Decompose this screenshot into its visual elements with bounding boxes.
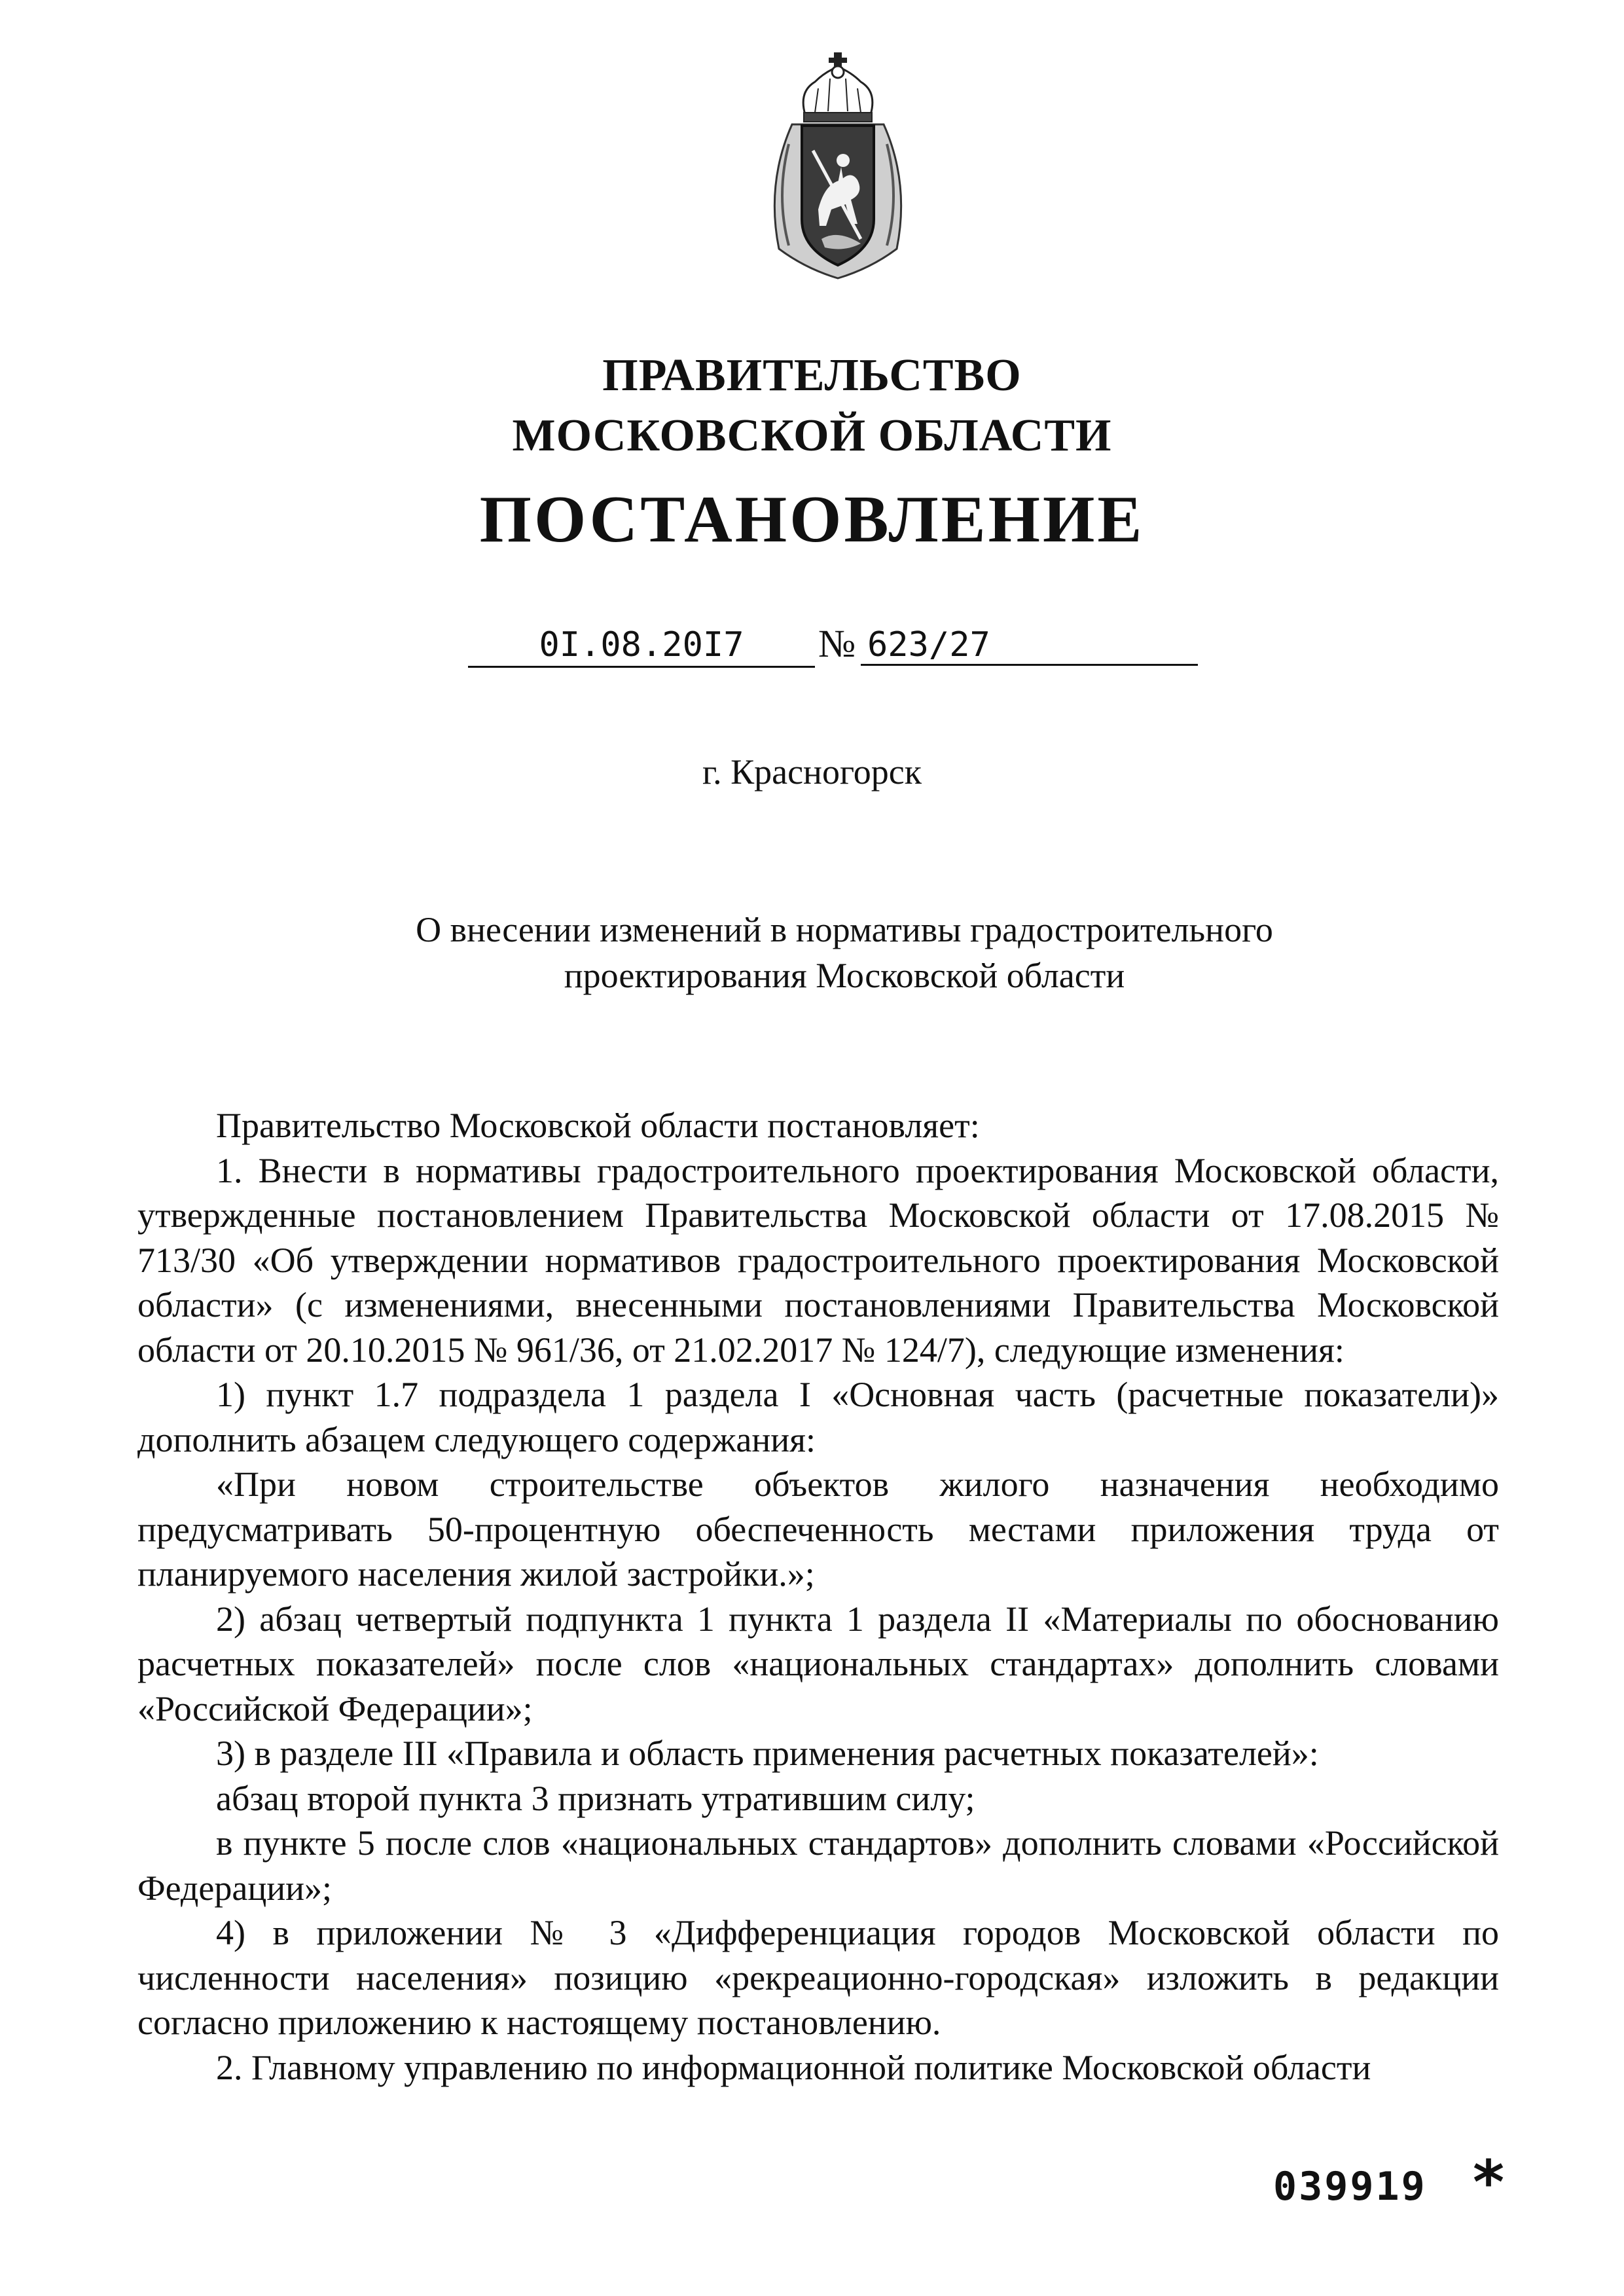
body-paragraph: абзац второй пункта 3 признать утратившим силу;	[216, 1778, 975, 1818]
document-subject	[367, 907, 1322, 998]
subject-line1: О внесении изменений в нормативы градостроительного	[416, 910, 1273, 949]
organization-name	[0, 346, 1624, 466]
body-paragraph: 1) пункт 1.7 подраздела 1 раздела I «Основная часть (расчетные показатели)» дополнить абзацем следующего содержания:	[137, 1375, 1499, 1459]
document-number: 623/27	[861, 625, 1198, 666]
body-paragraph: 3) в разделе III «Правила и область применения расчетных показателей»:	[216, 1734, 1319, 1773]
document-date: 0I.08.20I7	[468, 625, 815, 668]
body-paragraph: 2) абзац четвертый подпункта 1 пункта 1 раздела II «Материалы по обоснованию расчетных показателей» после слов «национальных стандартах» дополнить словами «Российской Федерации»;	[137, 1599, 1499, 1728]
body-paragraph: «При новом строительстве объектов жилого назначения необходимо предусматривать 50-процентную обеспеченность местами приложения труда от планируемого населения жилой застройки.»;	[137, 1465, 1499, 1594]
document-body	[137, 1103, 1499, 2090]
date-number-line	[468, 622, 1201, 678]
coat-of-arms-icon	[753, 52, 923, 288]
subject-line2: проектирования Московской области	[564, 956, 1125, 995]
organization-name-line1: ПРАВИТЕЛЬСТВО	[602, 350, 1022, 401]
body-paragraph: Правительство Московской области постановляет:	[216, 1106, 980, 1145]
asterisk-mark: *	[1473, 2147, 1505, 2217]
number-sign: №	[818, 622, 856, 665]
body-paragraph: 1. Внести в нормативы градостроительного проектирования Московской области, утвержденные постановлением Правительства Московской области от 17.08.2015 № 713/30 «Об утверждении нормативов градостроительного проектирования Московской области» (с изменениями, внесенными постановлениями Правительства Московской области от 20.10.2015 № 961/36, от 21.02.2017 № 124/7), следующие изменения:	[137, 1150, 1499, 1370]
coat-of-arms-emblem	[753, 52, 923, 288]
organization-name-line2: МОСКОВСКОЙ ОБЛАСТИ	[512, 410, 1112, 461]
body-paragraph: в пункте 5 после слов «национальных стандартов» дополнить словами «Российской Федерации»;	[137, 1823, 1499, 1908]
city-name: г. Красногорск	[702, 752, 922, 792]
body-paragraph: 2. Главному управлению по информационной политике Московской области	[216, 2047, 1371, 2087]
serial-number: 039919	[1273, 2164, 1427, 2210]
body-paragraph: 4) в приложении № 3 «Дифференциация городов Московской области по численности населения» позицию «рекреационно-городская» изложить в редакции согласно приложению к настоящему постановлению.	[137, 1913, 1499, 2042]
document-type-title: ПОСТАНОВЛЕНИЕ	[479, 483, 1145, 556]
